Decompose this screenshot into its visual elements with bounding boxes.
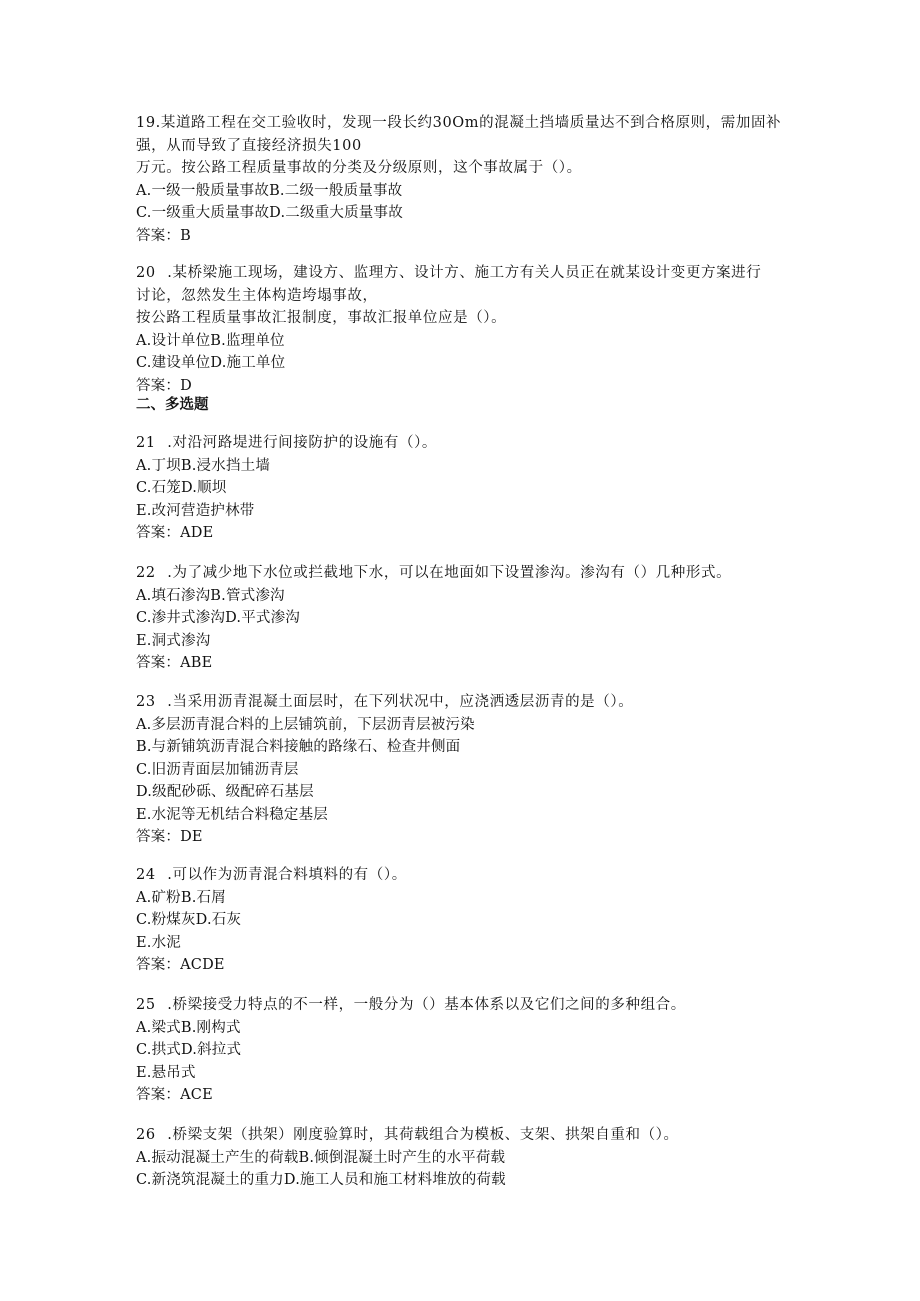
question-option: C.粉煤灰D.石灰 — [136, 912, 242, 928]
question-20 — [136, 262, 796, 397]
question-stem-line: 23 .当采用沥青混凝土面层时，在下列状况中，应浇洒透层沥青的是（）。 — [136, 694, 634, 710]
question-option: A.丁坝B.浸水挡土墙 — [136, 457, 271, 474]
question-option: A.设计单位B.监理单位 — [136, 332, 285, 349]
question-stem-line: 讨论，忽然发生主体构造垮塌事故， — [136, 287, 378, 304]
question-option: A.填石渗沟B.管式渗沟 — [136, 587, 285, 604]
question-25 — [136, 994, 796, 1107]
question-stem-line: 20 .某桥梁施工现场，建设方、监理方、设计方、施工方有关人员正在就某设计变更方案进行 — [136, 265, 762, 281]
section-heading: 二、多选题 — [136, 397, 209, 413]
question-26 — [136, 1124, 796, 1192]
question-22 — [136, 562, 796, 675]
question-stem-line: 19.某道路工程在交工验收时，发现一段长约30Om的混凝土挡墙质量达不到合格原则，需加固补 — [136, 115, 782, 131]
question-option: C.渗井式渗沟D.平式渗沟 — [136, 610, 301, 626]
question-stem-line: 21 .对沿河路堤进行间接防护的设施有（）。 — [136, 435, 438, 451]
question-option: C.拱式D.斜拉式 — [136, 1042, 242, 1058]
question-answer: 答案：ACDE — [136, 957, 225, 973]
question-option: C.旧沥青面层加铺沥青层 — [136, 761, 299, 778]
question-option: B.与新铺筑沥青混合料接触的路缘石、检查井侧面 — [136, 739, 461, 755]
question-option: A.一级一般质量事故B.二级一般质量事故 — [136, 182, 403, 199]
question-option: A.多层沥青混合料的上层铺筑前，下层沥青层被污染 — [136, 716, 475, 733]
question-stem-line: 按公路工程质量事故汇报制度，事故汇报单位应是（）。 — [136, 310, 507, 326]
question-option: A.梁式B.刚构式 — [136, 1019, 241, 1036]
question-option: E.水泥等无机结合料稳定基层 — [136, 806, 328, 823]
question-option: C.一级重大质量事故D.二级重大质量事故 — [136, 205, 403, 221]
question-answer: 答案：ADE — [136, 525, 214, 541]
question-answer: 答案：ACE — [136, 1087, 213, 1103]
question-19 — [136, 112, 796, 247]
question-option: E.水泥 — [136, 934, 181, 951]
question-option: C.石笼D.顺坝 — [136, 480, 227, 496]
question-answer: 答案：ABE — [136, 655, 213, 671]
question-option: E.洞式渗沟 — [136, 632, 211, 649]
question-option: D.级配砂砾、级配碎石基层 — [136, 784, 314, 800]
question-stem-line: 22 .为了减少地下水位或拦截地下水，可以在地面如下设置渗沟。渗沟有（）几种形式。 — [136, 565, 732, 581]
question-answer: 答案：B — [136, 227, 191, 244]
question-21 — [136, 432, 796, 545]
question-stem-line: 26 .桥梁支架（拱架）刚度验算时，其荷载组合为模板、支架、拱架自重和（）。 — [136, 1127, 679, 1143]
question-answer: 答案：DE — [136, 829, 203, 845]
question-stem-line: 24 .可以作为沥青混合料填料的有（）。 — [136, 867, 407, 883]
question-option: A.振动混凝土产生的荷载B.倾倒混凝土时产生的水平荷载 — [136, 1149, 506, 1166]
question-option: A.矿粉B.石屑 — [136, 889, 226, 906]
question-answer: 答案：D — [136, 377, 192, 394]
question-option: C.新浇筑混凝土的重力D.施工人员和施工材料堆放的荷载 — [136, 1172, 506, 1188]
question-23 — [136, 691, 796, 849]
question-stem-line: 25 .桥梁接受力特点的不一样，一般分为（）基本体系以及它们之间的多种组合。 — [136, 997, 686, 1013]
question-24 — [136, 864, 796, 977]
question-stem-line: 强，从而导致了直接经济损失100 — [136, 137, 362, 154]
question-option: C.建设单位D.施工单位 — [136, 355, 286, 371]
question-option: E.改河营造护林带 — [136, 502, 255, 519]
question-stem-line: 万元。按公路工程质量事故的分类及分级原则，这个事故属于（）。 — [136, 160, 582, 176]
question-option: E.悬吊式 — [136, 1064, 196, 1081]
